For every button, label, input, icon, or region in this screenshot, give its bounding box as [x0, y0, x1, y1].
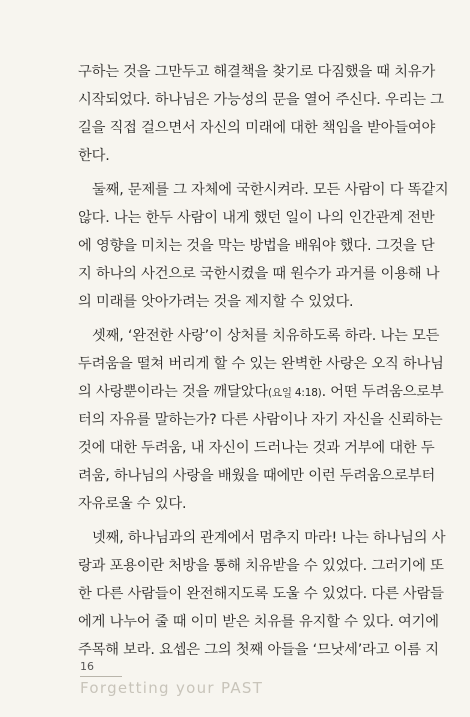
text-line: 구하는 것을 그만두고 해결책을 찾기로 다짐했을 때 치유가: [78, 64, 436, 80]
text-line: 려움, 하나님의 사랑을 배웠을 때에만 이런 두려움으로부터: [78, 468, 436, 484]
text-line: 랑과 포용이란 처방을 통해 치유받을 수 있었다. 그러기에 또: [78, 558, 444, 574]
text-line: 한다.: [78, 148, 110, 164]
text-segment: . 어떤 두려움으로부: [321, 384, 444, 400]
text-line-with-reference: [78, 378, 444, 406]
text-line: 시작되었다. 하나님은 가능성의 문을 열어 주신다. 우리는 그: [78, 92, 444, 108]
text-line: 것에 대한 두려움, 내 자신이 드러나는 것과 거부에 대한 두: [78, 440, 435, 456]
scripture-reference: (요일 4:18): [267, 387, 322, 399]
text-line: 터의 자유를 말하는가? 다른 사람이나 자기 자신을 신뢰하는: [78, 412, 443, 428]
paragraph-start-line: 넷째, 하나님과의 관계에서 멈추지 마라! 나는 하나님의 사: [92, 530, 446, 546]
text-line: 주목해 보라. 요셉은 그의 첫째 아들을 ‘므낫세’라고 이름 지: [78, 642, 439, 658]
text-line: 에게 나누어 줄 때 이미 받은 치유를 유지할 수 있다. 여기에: [78, 614, 439, 630]
text-line: 않다. 나는 한두 사람이 내게 했던 일이 나의 인간관계 전반: [78, 210, 435, 226]
text-line: 의 미래를 앗아가려는 것을 제지할 수 있었다.: [78, 294, 354, 310]
body-text: [78, 58, 449, 664]
text-line: 길을 직접 걸으면서 자신의 미래에 대한 책임을 받아들여야: [78, 120, 436, 136]
text-line: 에 영향을 미치는 것을 막는 방법을 배워야 했다. 그것을 단: [78, 238, 435, 254]
text-line: 한 다른 사람들이 완전해지도록 도울 수 있었다. 다른 사람들: [78, 586, 444, 602]
running-footer-title: Forgetting your PAST: [80, 679, 264, 697]
text-segment: 의 사랑뿐이라는 것을 깨달았다: [78, 384, 268, 400]
text-line: 지 하나의 사건으로 국한시켰을 때 원수가 과거를 이용해 나: [78, 266, 440, 282]
paragraph-start-line: 둘째, 문제를 그 자체에 국한시켜라. 모든 사람이 다 똑같지: [92, 182, 449, 198]
footer-divider: [80, 676, 122, 677]
text-line: 두려움을 떨쳐 버리게 할 수 있는 완벽한 사랑은 오직 하나님: [78, 356, 444, 372]
page-number: 16: [80, 660, 94, 673]
text-line: 자유로울 수 있다.: [78, 496, 187, 512]
paragraph-start-line: 셋째, ‘완전한 사랑’이 상처를 치유하도록 하라. 나는 모든: [92, 328, 440, 344]
